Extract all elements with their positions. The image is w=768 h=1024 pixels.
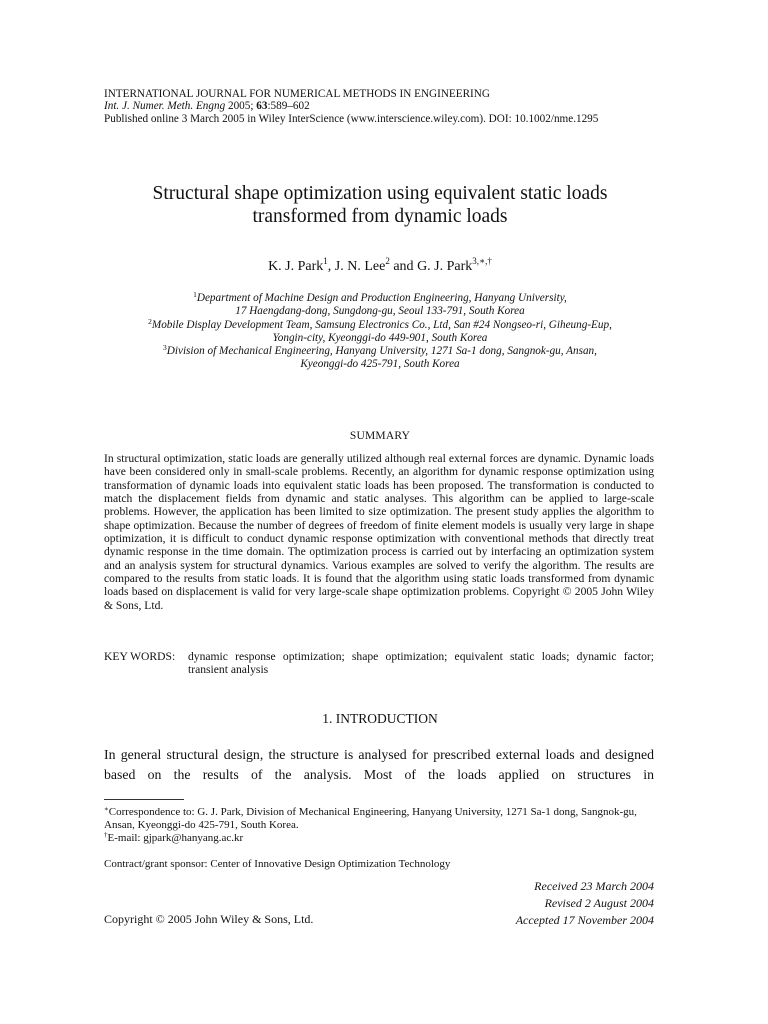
affiliation-3 [90,345,670,372]
accepted-date: Accepted 17 November 2004 [515,913,654,927]
keywords-text: dynamic response optimization; shape optimization; equivalent static loads; dynamic factor; transient analysis [188,650,654,677]
article-dates [430,878,654,929]
summary-text: In structural optimization, static loads are generally utilized although real external forces are dynamic. Dynamic loads have been considered only in small-scale problems. Recently, an algorithm for dynamic response optimization using transformation of dynamic loads into equivalent static loads has been proposed. The transformation is conducted to match the displacement fields from dynamic and static analyses. This algorithm can be applied to large-scale problems. However, the application has been limited to size optimization. The present study applies the algorithm to shape optimization. Because the number of degrees of freedom of finite element models is usually very large in shape optimization, it is difficult to conduct dynamic response optimization with conventional methods that directly treat dynamic response in the time domain. The optimization process is carried out by interfacing an optimization system and an analysis system for structural dynamics. Various examples are solved to verify the algorithm. The results are compared to the results from static loads. It is found that the algorithm using static loads transformed from dynamic loads based on displacement is valid for very large-scale shape optimization problems. Copyright © 2005 John Wiley & Sons, Ltd. [104,452,654,612]
citation-year: 2005; [227,100,254,112]
citation-prefix: Int. J. Numer. Meth. Engng [104,100,226,112]
affiliation-mark: 1 [193,290,197,299]
affiliation-line: 17 Haengdang-dong, Sungdong-gu, Seoul 133-791, South Korea [235,305,525,318]
grant-sponsor: Contract/grant sponsor: Center of Innovative Design Optimization Technology [104,858,451,870]
section-heading-introduction: 1. INTRODUCTION [322,711,438,726]
summary-heading: SUMMARY [349,430,411,442]
author-2-mark: 2 [385,256,390,266]
affiliation-mark: 2 [148,316,152,326]
correspondence-footnote [104,806,654,832]
received-date: Received 23 March 2004 [534,879,654,893]
author-separator: and [389,259,418,274]
affiliation-1 [90,292,670,319]
citation-volume: 63 [256,100,268,112]
author-1: K. J. Park [268,259,324,274]
paper-title [80,182,680,228]
author-3: G. J. Park [417,259,473,274]
author-3-mark: 3,∗,† [472,256,492,266]
title-line-1: Structural shape optimization using equivalent static loads [152,183,608,204]
affiliations [90,292,670,372]
email-footnote [104,832,654,845]
affiliation-line: Department of Machine Design and Production Engineering, Hanyang University, [196,292,567,304]
author-1-mark: 1 [323,256,328,266]
affiliation-line: Division of Mechanical Engineering, Hanyang University, 1271 Sa-1 dong, Sangnok-gu, Ansan, [166,345,597,358]
author-2: J. N. Lee [334,259,386,274]
affiliation-line: Mobile Display Development Team, Samsung Electronics Co., Ltd, San #24 Nongseo-ri, Giheung-Eup, [151,318,612,331]
footer-copyright: Copyright © 2005 John Wiley & Sons, Ltd. [104,912,314,926]
revised-date: Revised 2 August 2004 [544,896,654,910]
author-list [80,258,680,276]
affiliation-mark: 3 [163,343,167,353]
footnotes [104,806,654,845]
title-line-2: transformed from dynamic loads [252,206,508,227]
journal-name: INTERNATIONAL JOURNAL FOR NUMERICAL METHODS IN ENGINEERING [104,88,490,100]
footnote-mark: † [104,831,108,839]
citation-pages: :589–602 [267,100,310,112]
email-text: E-mail: gjpark@hanyang.ac.kr [107,832,244,844]
published-line: Published online 3 March 2005 in Wiley InterScience (www.interscience.wiley.com). DOI: 10.1002/nme.1295 [104,113,599,125]
footnote-rule [104,799,184,800]
journal-citation [104,100,664,113]
footnote-mark: ∗ [104,805,109,813]
affiliation-line: Kyeonggi-do 425-791, South Korea [300,358,460,371]
author-separator: , [327,259,335,274]
introduction-text: In general structural design, the structure is analysed for prescribed external loads and designed based on the results of the analysis. Most of the loads applied on structures in [104,747,654,782]
affiliation-line: Yongin-city, Kyeonggi-do 449-901, South Korea [272,331,488,344]
keywords-label: KEY WORDS: [104,650,176,663]
correspondence-text: Correspondence to: G. J. Park, Division of Mechanical Engineering, Hanyang University, 1271 Sa-1 dong, Sangnok-gu, Ansan, Kyeonggi-do 425-791, South Korea. [104,806,637,831]
affiliation-2 [90,316,670,346]
